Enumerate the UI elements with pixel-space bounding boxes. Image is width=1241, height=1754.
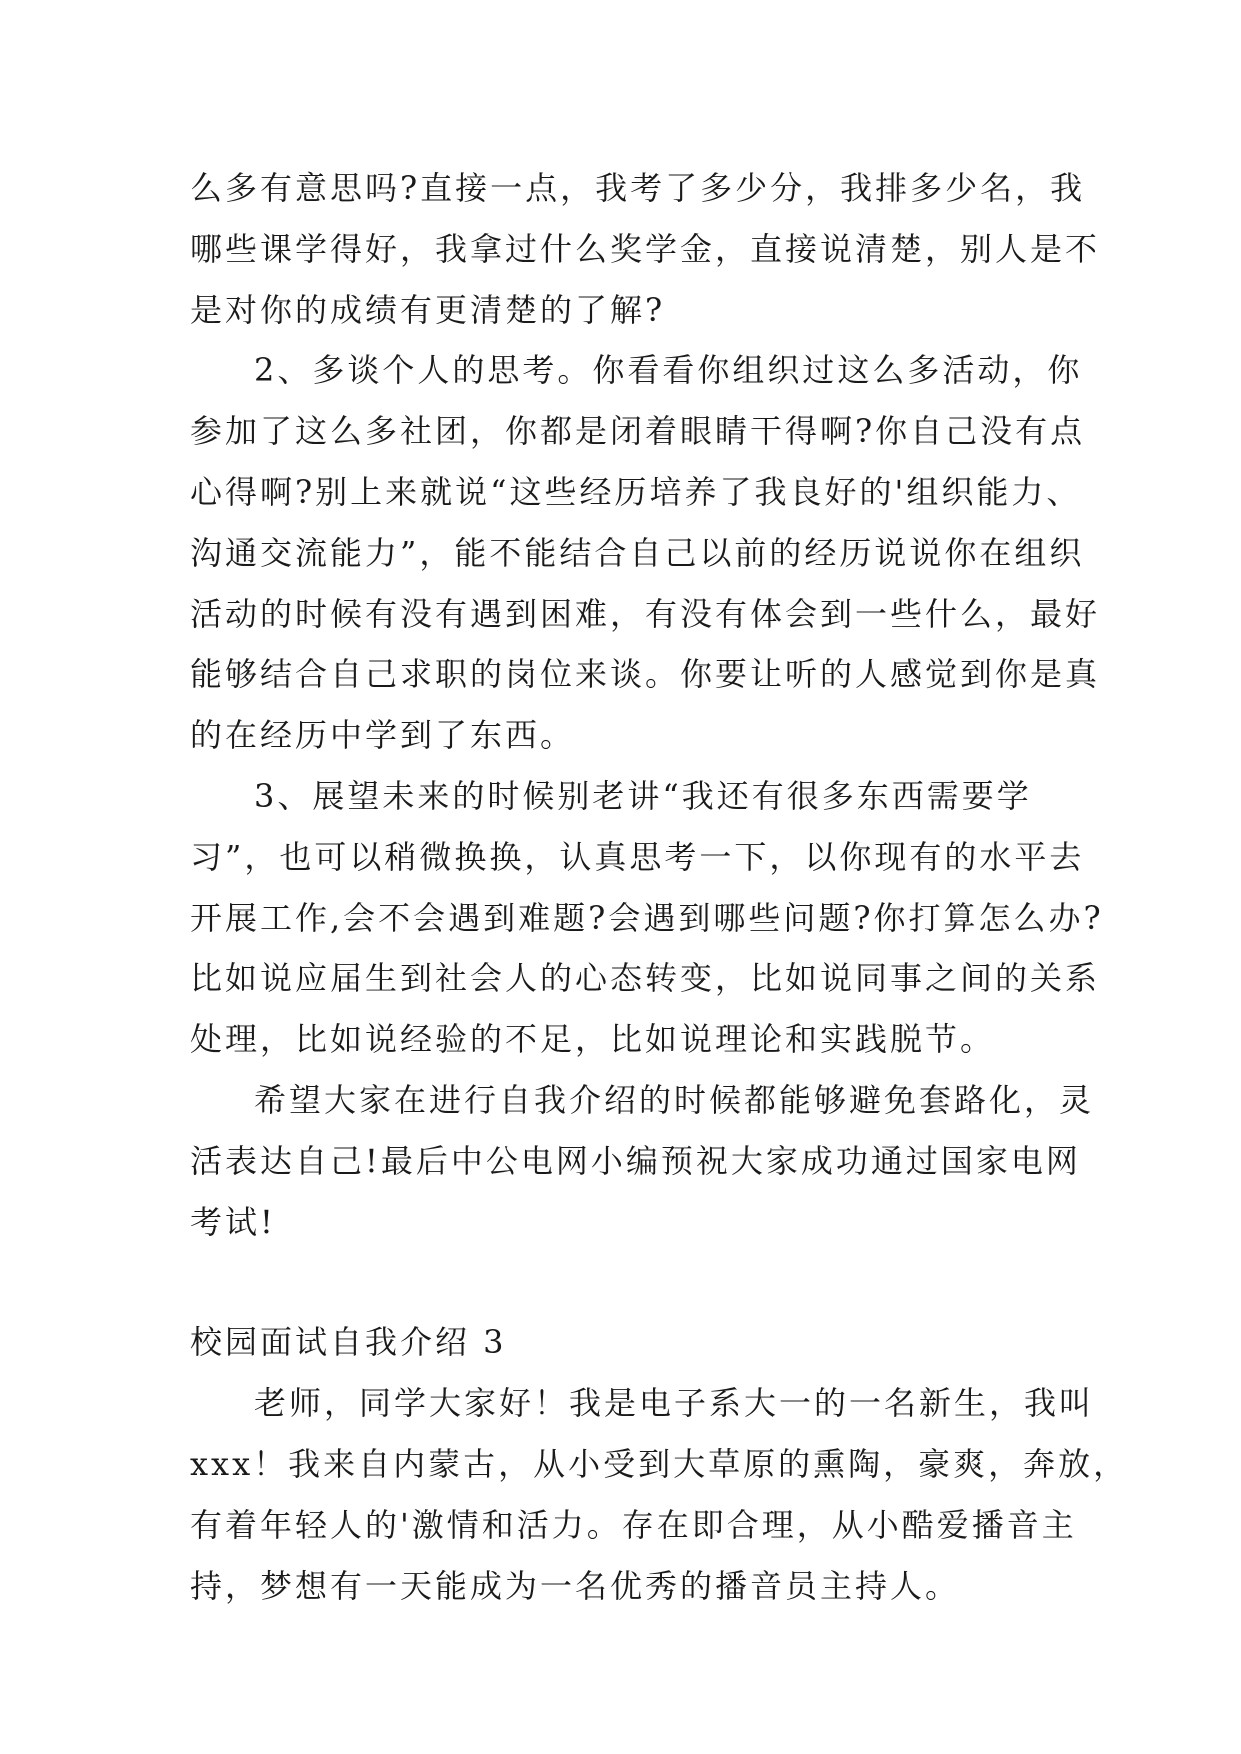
text-line: 的在经历中学到了东西。 (190, 716, 576, 755)
document-body (190, 158, 1129, 1616)
section-heading (190, 1312, 1050, 1373)
text-line: 么多有意思吗?直接一点，我考了多少分，我排多少名，我 (190, 169, 1086, 207)
paragraph-1 (190, 158, 1101, 340)
text-line: 习”，也可以稍微换换，认真思考一下，以你现有的水平去 (190, 837, 1085, 876)
text-line: 是对你的成绩有更清楚的了解? (190, 290, 666, 329)
text-line: 活动的时候有没有遇到困难，有没有体会到一些什么，最好 (190, 594, 1101, 633)
paragraph-3 (190, 766, 1104, 1070)
text-line: 有着年轻人的'激情和活力。存在即合理，从小酷爱播音主 (190, 1505, 1077, 1544)
text-line: 能够结合自己求职的岗位来谈。你要让听的人感觉到你是真 (190, 655, 1101, 694)
text-line: 活表达自己!最后中公电网小编预祝大家成功通过国家电网 (190, 1141, 1081, 1180)
text-line: 希望大家在进行自我介绍的时候都能够避免套路化，灵 (254, 1080, 1095, 1119)
text-line: 心得啊?别上来就说“这些经历培养了我良好的'组织能力、 (190, 472, 1082, 511)
text-line: 考试! (190, 1202, 276, 1241)
text-line: 比如说应届生到社会人的心态转变，比如说同事之间的关系 (190, 959, 1101, 998)
text-line: 2、多谈个人的思考。你看看你组织过这么多活动，你 (254, 351, 1083, 390)
text-line: 参加了这么多社团，你都是闭着眼睛干得啊?你自己没有点 (190, 412, 1086, 451)
text-line: 老师，同学大家好！我是电子系大一的一名新生，我叫 (254, 1384, 1095, 1423)
intro-paragraph (190, 1373, 1129, 1616)
text-line: 开展工作,会不会遇到难题?会遇到哪些问题?你打算怎么办? (190, 898, 1104, 937)
paragraph-2 (190, 340, 1101, 766)
text-line: 处理，比如说经验的不足，比如说理论和实践脱节。 (190, 1020, 996, 1059)
text-line: 持，梦想有一天能成为一名优秀的播音员主持人。 (190, 1566, 961, 1605)
text-line: xxx！我来自内蒙古，从小受到大草原的熏陶，豪爽，奔放， (190, 1444, 1129, 1483)
text-line: 3、展望未来的时候别老讲“我还有很多东西需要学 (254, 776, 1032, 815)
section-title: 校园面试自我介绍 3 (190, 1323, 507, 1362)
paragraph-4 (190, 1070, 1095, 1252)
text-line: 沟通交流能力”，能不能结合自己以前的经历说说你在组织 (190, 533, 1085, 572)
text-line: 哪些课学得好，我拿过什么奖学金，直接说清楚，别人是不 (190, 229, 1101, 268)
